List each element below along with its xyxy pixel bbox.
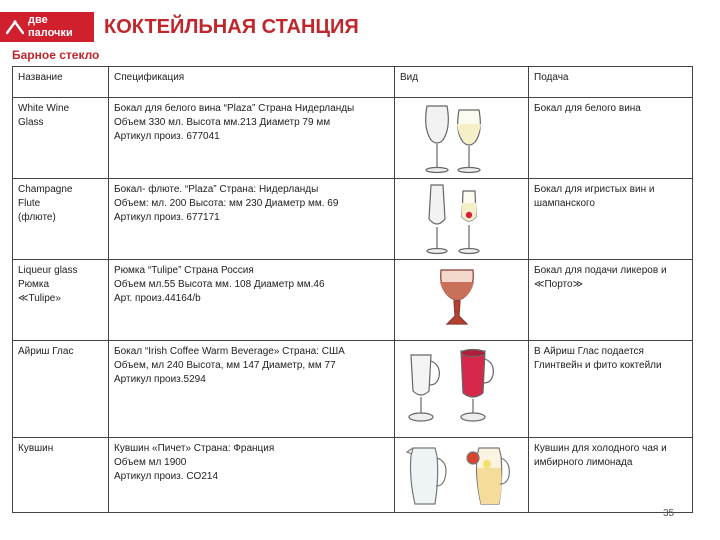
spec-line: Бокал для белого вина “Plaza” Страна Нидерланды (114, 103, 355, 114)
brand-logo (0, 12, 94, 42)
liqueur-glass-icon (395, 260, 529, 342)
cell-spec (109, 341, 395, 438)
cell-serving (529, 438, 693, 513)
cell-view (395, 341, 529, 438)
name-line: (флюте) (18, 212, 56, 223)
name-line: Рюмка (18, 279, 50, 290)
serving-line: имбирного лимонада (534, 457, 633, 468)
cell-spec (109, 260, 395, 341)
name-line: Champagne (18, 184, 73, 195)
table-row (13, 438, 693, 513)
serving-line: Бокал для игристых вин и (534, 184, 655, 195)
spec-line: Объем, мл 240 Высота, мм 147 Диаметр, мм 77 (114, 360, 336, 371)
cell-name (13, 438, 109, 513)
cell-serving (529, 98, 693, 179)
glassware-table (12, 66, 693, 513)
page-title: КОКТЕЙЛЬНАЯ СТАНЦИЯ (104, 16, 359, 38)
cell-serving (529, 179, 693, 260)
spec-line: Арт. произ.44164/b (114, 293, 201, 304)
spec-line: Кувшин «Пичет» Страна: Франция (114, 443, 275, 454)
name-line: Кувшин (18, 443, 54, 454)
cell-name (13, 341, 109, 438)
champagne-flute-icon (395, 179, 529, 261)
spec-line: Объем: мл. 200 Высота: мм 230 Диаметр мм. 69 (114, 198, 339, 209)
cell-spec (109, 98, 395, 179)
cell-name (13, 260, 109, 341)
cell-name (13, 98, 109, 179)
spec-line: Бокал “Irish Coffee Warm Beverage» Страна: США (114, 346, 345, 357)
cell-spec (109, 179, 395, 260)
cell-view (395, 260, 529, 341)
table-row (13, 179, 693, 260)
serving-line: В Айриш Глас подается (534, 346, 644, 357)
name-line: Glass (18, 117, 44, 128)
spec-line: Бокал- флюте. “Plaza” Страна: Нидерланды (114, 184, 319, 195)
serving-line: Бокал для подачи ликеров и (534, 265, 667, 276)
serving-line: Кувшин для холодного чая и (534, 443, 667, 454)
pitcher-icon (395, 438, 529, 512)
name-line: Liqueur glass (18, 265, 78, 276)
table-row (13, 260, 693, 341)
col-header-serving: Подача (529, 67, 693, 98)
serving-line: шампанского (534, 198, 595, 209)
page-number: 35 (663, 508, 675, 519)
table-header-row (13, 67, 693, 98)
spec-line: Объем 330 мл. Высота мм.213 Диаметр 79 мм (114, 117, 331, 128)
logo-line-1: две (28, 14, 48, 26)
cell-spec (109, 438, 395, 513)
logo-line-2: палочки (28, 27, 73, 39)
name-line: Айриш Глас (18, 346, 74, 357)
serving-line: Бокал для белого вина (534, 103, 641, 114)
spec-line: Артикул произ. 677171 (114, 212, 220, 223)
col-header-spec: Спецификация (109, 67, 395, 98)
col-header-view: Вид (395, 67, 529, 98)
cell-serving (529, 260, 693, 341)
serving-line: ≪Порто≫ (534, 279, 584, 290)
spec-line: Артикул произ. 677041 (114, 131, 220, 142)
chopsticks-logo-icon (6, 19, 24, 35)
table-row (13, 98, 693, 179)
name-line: Flute (18, 198, 41, 209)
cell-view (395, 98, 529, 179)
col-header-name: Название (13, 67, 109, 98)
cell-name (13, 179, 109, 260)
name-line: White Wine (18, 103, 70, 114)
table-row (13, 341, 693, 438)
spec-line: Объем мл 1900 (114, 457, 187, 468)
cell-serving (529, 341, 693, 438)
spec-line: Рюмка “Tulipe” Страна Россия (114, 265, 254, 276)
logo-text (28, 14, 73, 40)
spec-line: Артикул произ.5294 (114, 374, 206, 385)
spec-line: Артикул произ. CO214 (114, 471, 219, 482)
cell-view (395, 438, 529, 513)
cell-view (395, 179, 529, 260)
section-subtitle: Барное стекло (12, 48, 100, 62)
serving-line: Глинтвейн и фито коктейли (534, 360, 662, 371)
name-line: ≪Tulipe» (18, 293, 61, 304)
irish-glass-icon (395, 341, 529, 439)
spec-line: Объем мл.55 Высота мм. 108 Диаметр мм.46 (114, 279, 325, 290)
wine-glass-icon (395, 98, 529, 180)
